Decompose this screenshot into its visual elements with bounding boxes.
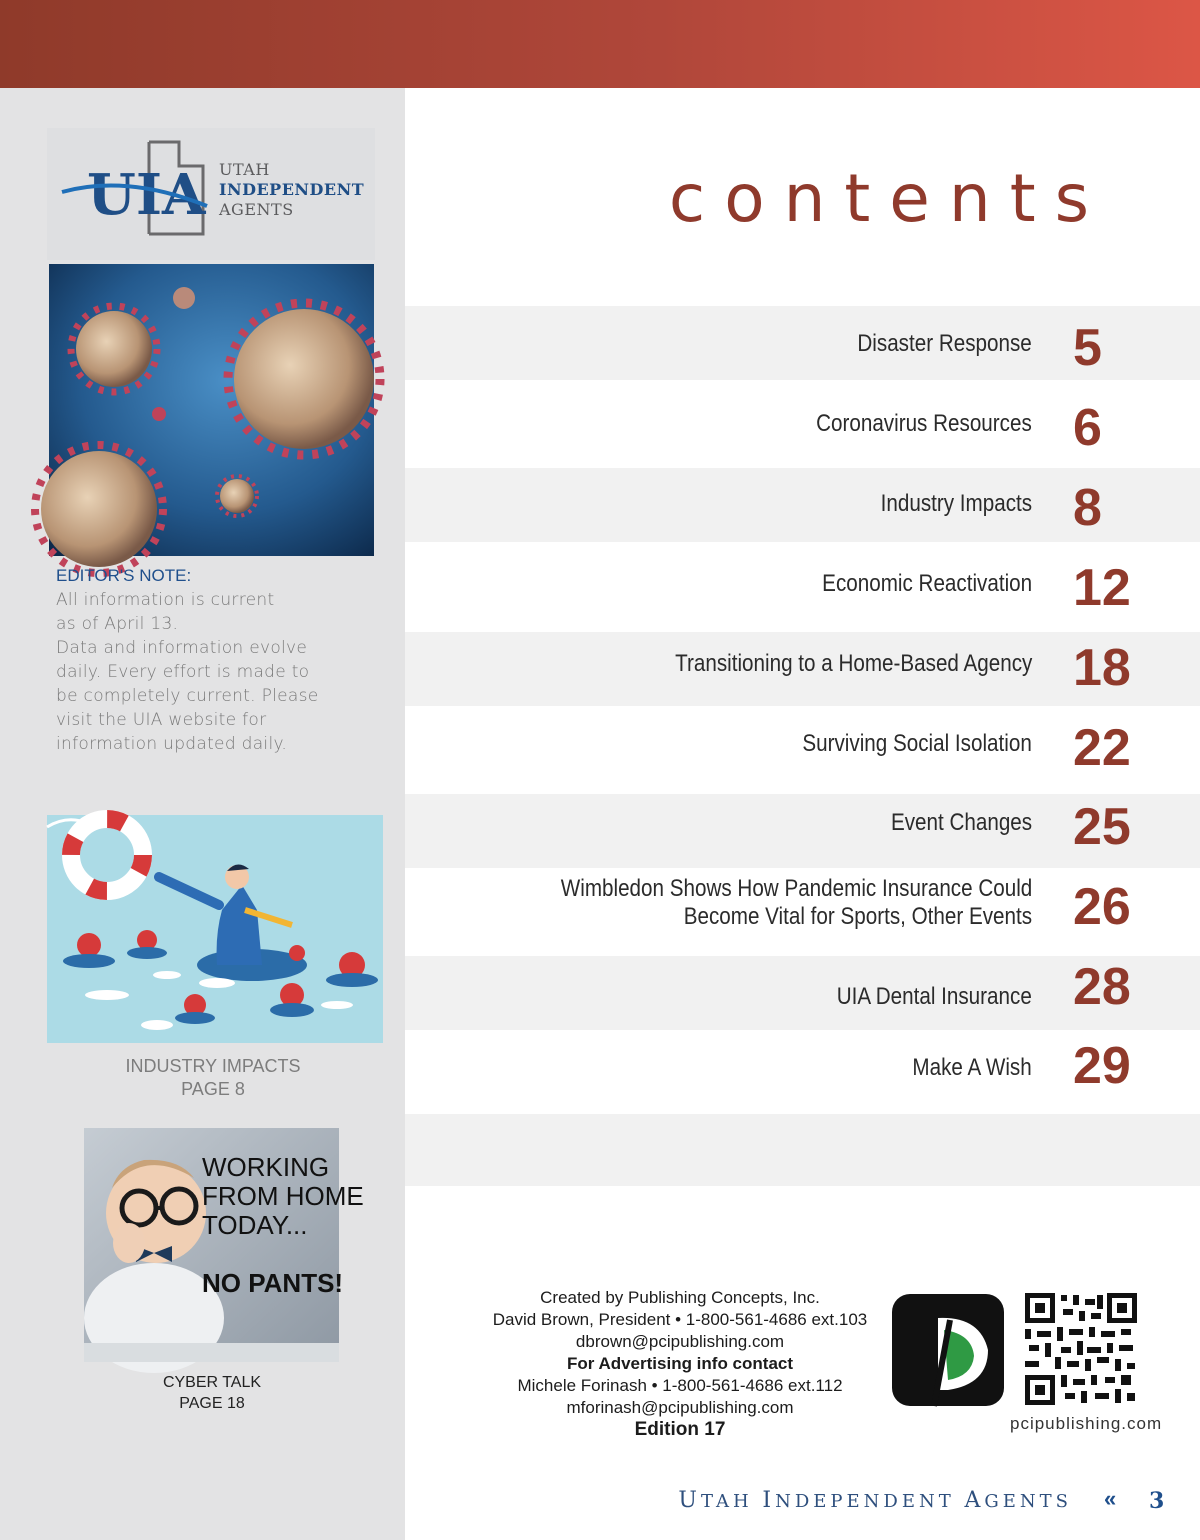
toc-page: 26 (1073, 878, 1131, 936)
caption-page: PAGE 8 (181, 1079, 245, 1099)
editors-note-line: visit the UIA website for (56, 710, 267, 730)
footer-word-rest: GENTS (984, 1491, 1072, 1512)
overlay-line4: NO PANTS! (202, 1268, 344, 1298)
edition-label: Edition 17 (634, 1419, 726, 1440)
toc-row[interactable] (405, 956, 1200, 1030)
toc-row[interactable] (405, 632, 1200, 706)
toc-page: 5 (1073, 319, 1102, 377)
caption-title: INDUSTRY IMPACTS (125, 1056, 301, 1076)
credits-line: David Brown, President • 1-800-561-4686 ext.103 (492, 1310, 868, 1329)
toc-title: Coronavirus Resources (816, 410, 1032, 437)
chevron-left-icon: « (1104, 1486, 1117, 1511)
toc-page: 18 (1073, 639, 1131, 697)
pci-logo-icon (892, 1294, 1004, 1406)
editors-note-line: Data and information evolve (56, 638, 308, 658)
footer-initial: U (678, 1488, 701, 1513)
toc-row[interactable] (405, 468, 1200, 542)
overlay-line3: TODAY... (202, 1210, 308, 1240)
toc-row[interactable] (405, 386, 1200, 460)
toc-page: 25 (1073, 798, 1131, 856)
toc-title: Event Changes (890, 809, 1032, 836)
toc-title: Make A Wish (912, 1054, 1032, 1081)
toc-title: Transitioning to a Home-Based Agency (674, 650, 1032, 677)
toc-page: 22 (1073, 719, 1131, 777)
caption-page: PAGE 18 (179, 1395, 245, 1412)
toc-title: Economic Reactivation (822, 570, 1032, 597)
utah-state-outline-icon (57, 136, 207, 236)
toc-row[interactable] (405, 868, 1200, 956)
editors-note-line: as of April 13. (56, 614, 179, 634)
toc-page: 29 (1073, 1037, 1131, 1095)
contents-title: contents (668, 160, 1108, 237)
overlay-line2: FROM HOME (202, 1181, 364, 1211)
toc-title: UIA Dental Insurance (836, 983, 1032, 1010)
credits-line: Michele Forinash • 1-800-561-4686 ext.112 (517, 1376, 843, 1395)
editors-note-line: information updated daily. (56, 734, 288, 754)
toc-page: 12 (1073, 559, 1131, 617)
uia-logo (47, 128, 375, 260)
drowning-businessman-illustration-icon (47, 815, 383, 1043)
credits-line: For Advertising info contact (566, 1354, 794, 1373)
toc-row[interactable] (405, 306, 1200, 380)
credits-email[interactable]: dbrown@pcipublishing.com (575, 1332, 785, 1351)
toc-row[interactable] (405, 1030, 1200, 1114)
footer-publication-name (678, 1488, 1072, 1513)
credits-line: Created by Publishing Concepts, Inc. (540, 1288, 820, 1307)
publisher-credits (470, 1287, 890, 1441)
editors-note-line: be completely current. Please (56, 686, 319, 706)
credits-email[interactable]: mforinash@pcipublishing.com (566, 1398, 794, 1417)
qr-code-icon[interactable] (1025, 1293, 1137, 1405)
footer-initial: A (964, 1488, 985, 1513)
logo-line3: AGENTS (219, 200, 294, 219)
coronavirus-illustration-icon (49, 264, 374, 556)
editors-note-body (56, 588, 346, 756)
toc-row[interactable] (405, 708, 1200, 782)
logo-mark-text: UIA (87, 162, 206, 228)
cyber-talk-image (84, 1128, 364, 1362)
caption-title: CYBER TALK (162, 1374, 262, 1391)
footer-word-rest: NDEPENDENT (775, 1491, 955, 1512)
toc-title: Industry Impacts (880, 490, 1032, 517)
footer-initial: I (762, 1488, 776, 1513)
editors-note-line: All information is current (56, 590, 275, 610)
editors-note-title: EDITOR'S NOTE: (56, 566, 192, 585)
header-band (0, 0, 1200, 88)
publisher-url[interactable]: pcipublishing.com (1010, 1414, 1163, 1433)
toc-title-line2: Become Vital for Sports, Other Events (683, 903, 1032, 930)
toc-page: 8 (1073, 479, 1102, 537)
toc-title: Surviving Social Isolation (802, 730, 1032, 757)
editors-note-line: daily. Every effort is made to (56, 662, 310, 682)
toc-row[interactable] (405, 547, 1200, 621)
toc-page: 28 (1073, 958, 1131, 1016)
baby-glasses-photo-icon (84, 1128, 364, 1362)
page-number: 3 (1149, 1488, 1165, 1514)
footer-word-rest: TAH (700, 1491, 753, 1512)
logo-line1: UTAH (219, 160, 270, 179)
coronavirus-image (49, 264, 374, 556)
industry-impacts-caption (47, 1055, 379, 1101)
toc-row[interactable] (405, 794, 1200, 868)
industry-impacts-image (47, 815, 383, 1043)
overlay-line1: WORKING (202, 1152, 330, 1182)
cyber-talk-caption (84, 1372, 340, 1414)
toc-row-empty (405, 1114, 1200, 1186)
toc-title: Wimbledon Shows How Pandemic Insurance Could (560, 875, 1032, 902)
toc-title: Disaster Response (857, 330, 1032, 357)
toc-page: 6 (1073, 399, 1102, 457)
logo-line2: INDEPENDENT (219, 180, 365, 199)
